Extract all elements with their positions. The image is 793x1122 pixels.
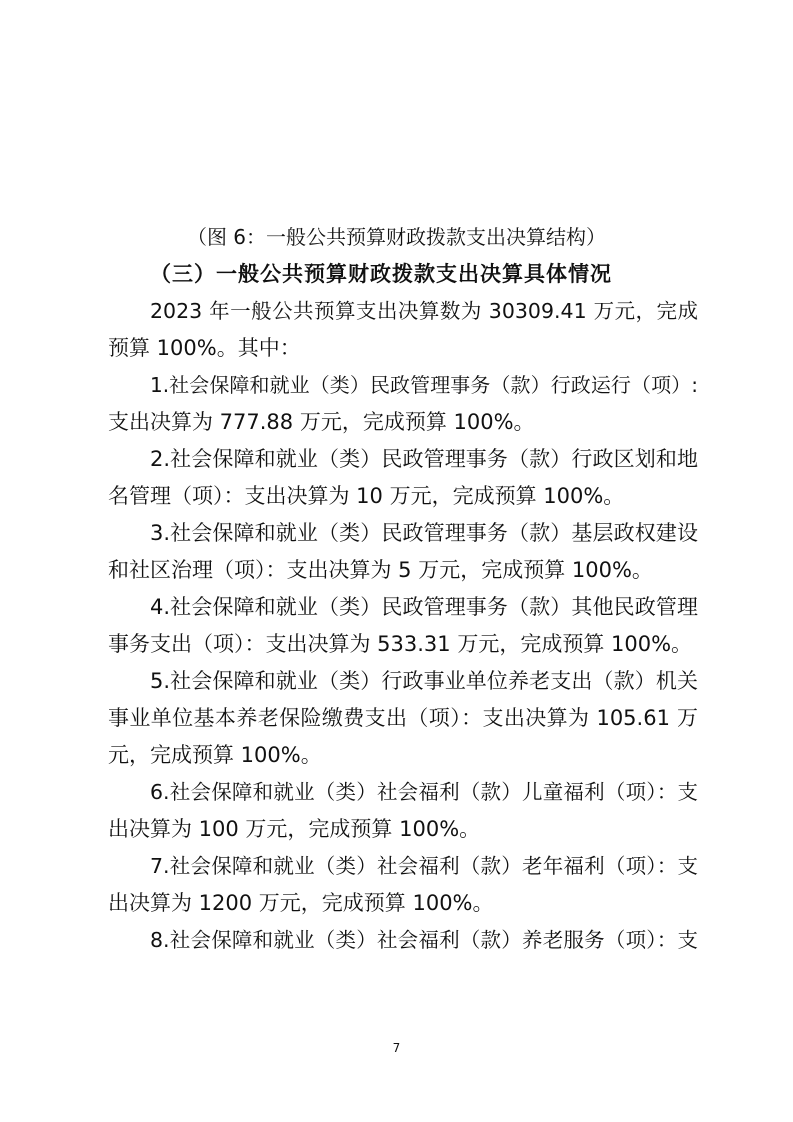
page-number: 7	[392, 1041, 401, 1055]
item-2-line-2: 名管理（项）：支出决算为 10 万元，完成预算 100%。	[108, 484, 625, 508]
item-5-line-1: 5.社会保障和就业（类）行政事业单位养老支出（款）机关	[150, 669, 698, 693]
item-3-line-1: 3.社会保障和就业（类）民政管理事务（款）基层政权建设	[150, 521, 698, 545]
intro-line-1: 2023 年一般公共预算支出决算数为 30309.41 万元，完成	[150, 299, 698, 323]
item-1-line-2: 支出决算为 777.88 万元，完成预算 100%。	[108, 410, 535, 434]
item-7-line-1: 7.社会保障和就业（类）社会福利（款）老年福利（项）：支	[150, 854, 698, 878]
item-6-line-2: 出决算为 100 万元，完成预算 100%。	[108, 817, 481, 841]
item-4-line-1: 4.社会保障和就业（类）民政管理事务（款）其他民政管理	[150, 595, 698, 619]
intro-line-2: 预算 100%。其中：	[108, 336, 301, 360]
section-heading: （三）一般公共预算财政拨款支出决算具体情况	[150, 262, 612, 286]
item-5-line-3: 元，完成预算 100%。	[108, 743, 322, 767]
figure-caption: （图 6：一般公共预算财政拨款支出决算结构）	[186, 225, 607, 249]
item-5-line-2: 事业单位基本养老保险缴费支出（项）：支出决算为 105.61 万	[108, 706, 698, 730]
item-8-line-1: 8.社会保障和就业（类）社会福利（款）养老服务（项）：支	[150, 928, 698, 952]
item-4-line-2: 事务支出（项）：支出决算为 533.31 万元，完成预算 100%。	[108, 632, 693, 656]
item-1-line-1: 1.社会保障和就业（类）民政管理事务（款）行政运行（项）:	[150, 373, 698, 397]
item-3-line-2: 和社区治理（项）：支出决算为 5 万元，完成预算 100%。	[108, 558, 653, 582]
item-7-line-2: 出决算为 1200 万元，完成预算 100%。	[108, 891, 494, 915]
item-2-line-1: 2.社会保障和就业（类）民政管理事务（款）行政区划和地	[150, 447, 698, 471]
item-6-line-1: 6.社会保障和就业（类）社会福利（款）儿童福利（项）：支	[150, 780, 698, 804]
